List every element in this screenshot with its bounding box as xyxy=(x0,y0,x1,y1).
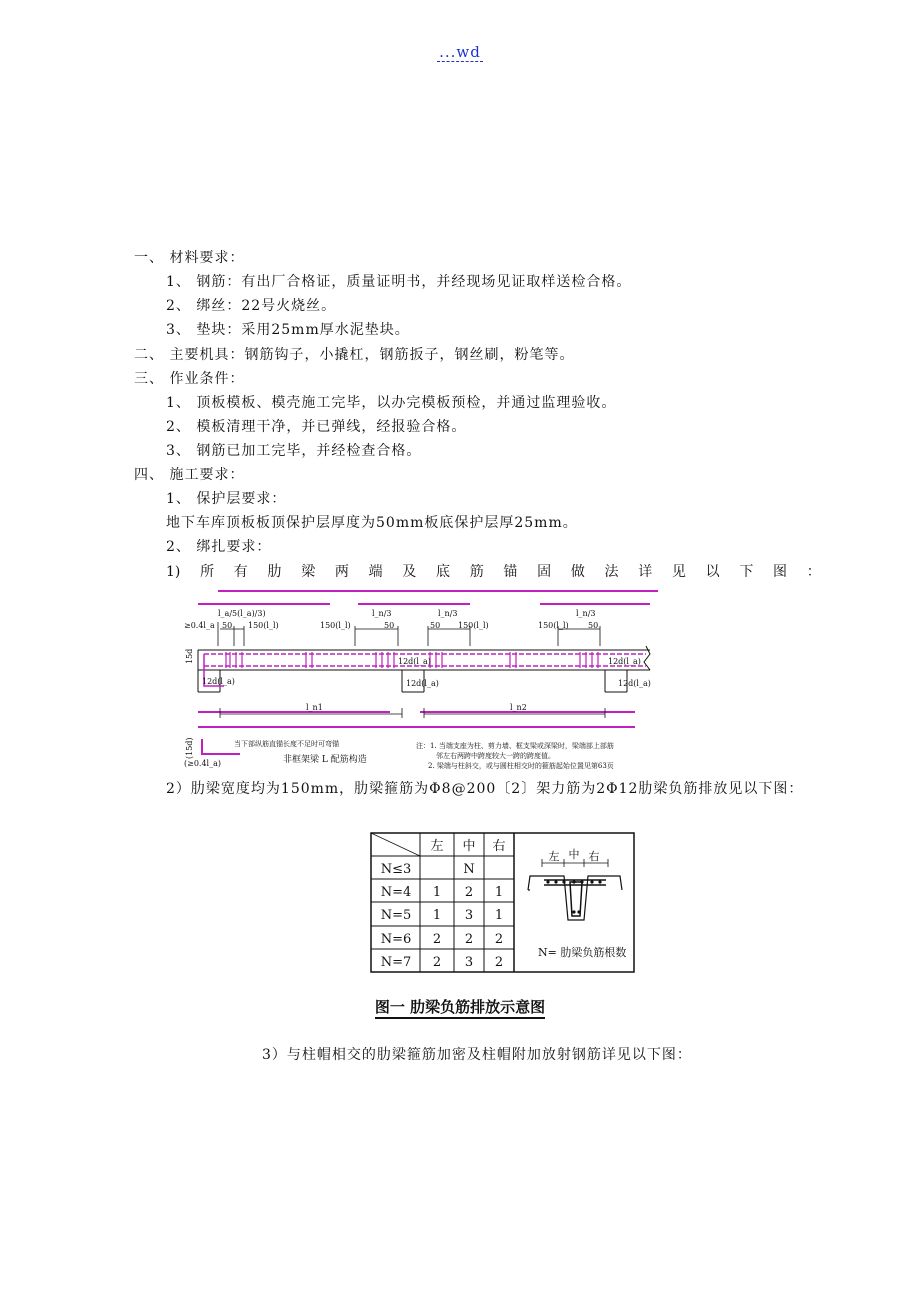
label-15d: 15d xyxy=(185,648,194,664)
label-50-a: 50 xyxy=(222,621,233,630)
section-4-item-2-2: 2）肋梁宽度均为150mm，肋梁箍筋为Φ8@200〔2〕架力筋为2Φ12肋梁负筋排放见以下图： xyxy=(166,781,804,797)
note-bend: 当下部纵筋直锚长度不足时可弯锚 xyxy=(234,740,339,748)
label-15d-paren: (15d) xyxy=(185,737,194,759)
cell-mid: 3 xyxy=(464,908,474,923)
section-3-item-1: 1、 顶板模板、模壳施工完毕，以办完模板预检，并通过监理验收。 xyxy=(166,395,617,411)
section-1-item-1: 1、 钢筋：有出厂合格证，质量证明书，并经现场见证取样送检合格。 xyxy=(166,274,632,290)
table-text xyxy=(381,838,506,970)
figure-caption: 图一 肋梁负筋排放示意图 xyxy=(0,996,920,1017)
cell-right: 1 xyxy=(494,908,504,923)
label-150-b: 150(l_l) xyxy=(320,621,351,630)
cell-left: 2 xyxy=(432,955,442,970)
section-1-title: 一、 材料要求： xyxy=(134,250,245,266)
cell-right: 2 xyxy=(494,955,504,970)
beam-reinforcement-diagram xyxy=(180,584,670,774)
cell-mid: 3 xyxy=(464,955,474,970)
label-ln2: l_n2 xyxy=(510,703,527,712)
spread-char: 肋 xyxy=(267,564,282,580)
spread-char: 有 xyxy=(233,564,248,580)
label-ge04-paren: (≥0.4l_a) xyxy=(184,759,221,768)
spread-char: 做 xyxy=(570,564,585,580)
note-1b: 邻左右两跨中跨度较大一跨的跨度值。 xyxy=(436,752,555,760)
spread-char: 所 xyxy=(200,564,215,580)
section-4-item-2-1 xyxy=(166,562,821,582)
header-mark: ...wd xyxy=(439,43,481,61)
row-label: N≤3 xyxy=(380,862,412,877)
spread-char: 图 xyxy=(773,564,788,580)
label-50-b: 50 xyxy=(384,621,395,630)
row-label: N=5 xyxy=(380,908,412,923)
label-50-d: 50 xyxy=(588,621,599,630)
label-ln3-c: l_n/3 xyxy=(576,609,596,618)
cell-mid: 2 xyxy=(464,885,474,900)
label-ln1: l_n1 xyxy=(306,703,323,712)
page-header xyxy=(0,42,920,61)
spread-char: 详 xyxy=(638,564,653,580)
label-12d-e: 12d(l_a) xyxy=(618,679,651,688)
label-ln3-a: l_n/3 xyxy=(372,609,392,618)
section-1-item-3: 3、 垫块：采用25mm厚水泥垫块。 xyxy=(166,322,410,338)
rib-beam-table-figure xyxy=(370,832,636,974)
section-4-item-1: 1、 保护层要求： xyxy=(166,491,287,507)
label-12d-a: 12d(l_a) xyxy=(202,677,235,686)
cell-mid: N xyxy=(463,862,475,877)
spread-char: 以 xyxy=(705,564,720,580)
spread-char: 法 xyxy=(604,564,619,580)
section-4-item-1-text: 地下车库顶板板顶保护层厚度为50mm板底保护层厚25mm。 xyxy=(166,515,578,531)
label-12d-c: 12d(l_a) xyxy=(406,679,439,688)
section-label-right: 右 xyxy=(588,850,600,863)
spread-char: 下 xyxy=(739,564,754,580)
table-legend: N= 肋梁负筋根数 xyxy=(538,946,627,959)
cell-left: 1 xyxy=(432,885,442,900)
label-50-c: 50 xyxy=(430,621,441,630)
spread-char: 筋 xyxy=(469,564,484,580)
spread-char: 见 xyxy=(671,564,686,580)
label-150-c: 150(l_l) xyxy=(458,621,489,630)
col-header-left: 左 xyxy=(430,839,444,854)
section-3-title: 三、 作业条件： xyxy=(134,371,245,387)
row-label: N=6 xyxy=(380,932,412,947)
label-150-d: 150(l_l) xyxy=(538,621,569,630)
note-2: 2. 梁端与柱斜交，或与圆柱相交时的箍筋起始位置见第63页 xyxy=(428,762,614,770)
section-1-item-2: 2、 绑丝：22号火烧丝。 xyxy=(166,298,337,314)
section-label-left: 左 xyxy=(548,850,560,863)
col-header-right: 右 xyxy=(492,839,506,854)
note-1: 注：1. 当端支座为柱、剪力墙、框支梁或深梁时，梁端部上部筋 xyxy=(416,742,614,750)
spread-char: 1) xyxy=(166,564,181,580)
label-ln3-b: l_n/3 xyxy=(438,609,458,618)
label-150-a: 150(l_l) xyxy=(248,621,279,630)
label-12d-b: 12d(l_a) xyxy=(398,657,431,666)
spread-char: ： xyxy=(806,564,821,580)
section-3-item-3: 3、 钢筋已加工完毕，并经检查合格。 xyxy=(166,443,422,459)
col-header-mid: 中 xyxy=(462,839,476,854)
spread-char: 端 xyxy=(368,564,383,580)
diagram-title: 非框架梁 L 配筋构造 xyxy=(283,755,367,765)
section-4-item-2-3: 3）与柱帽相交的肋梁箍筋加密及柱帽附加放射钢筋详见以下图： xyxy=(262,1047,692,1063)
spread-char: 及 xyxy=(402,564,417,580)
cell-right: 1 xyxy=(494,885,504,900)
row-label: N=7 xyxy=(380,955,412,970)
spread-char: 锚 xyxy=(503,564,518,580)
spread-char: 两 xyxy=(334,564,349,580)
section-4-title: 四、 施工要求： xyxy=(134,467,245,483)
label-ge04: ≥0.4l_a xyxy=(184,621,215,630)
row-label: N=4 xyxy=(380,885,412,900)
spread-char: 梁 xyxy=(301,564,316,580)
section-2-title: 二、 主要机具：钢筋钩子，小撬杠，钢筋扳子，钢丝刷，粉笔等。 xyxy=(134,347,575,363)
diagram-labels xyxy=(184,609,651,771)
beam-section-sketch xyxy=(528,847,626,959)
cell-left: 1 xyxy=(432,908,442,923)
spread-char: 底 xyxy=(436,564,450,580)
label-12d-d: 12d(l_a) xyxy=(608,657,641,666)
section-label-mid: 中 xyxy=(568,848,580,861)
section-3-item-2: 2、 模板清理干净，并已弹线，经报验合格。 xyxy=(166,419,467,435)
cell-right: 2 xyxy=(494,932,504,947)
cell-left: 2 xyxy=(432,932,442,947)
label-la-top: l_a/5(l_a)/3) xyxy=(218,609,266,618)
cell-mid: 2 xyxy=(464,932,474,947)
spread-char: 固 xyxy=(537,564,552,580)
section-4-item-2: 2、 绑扎要求： xyxy=(166,539,272,555)
